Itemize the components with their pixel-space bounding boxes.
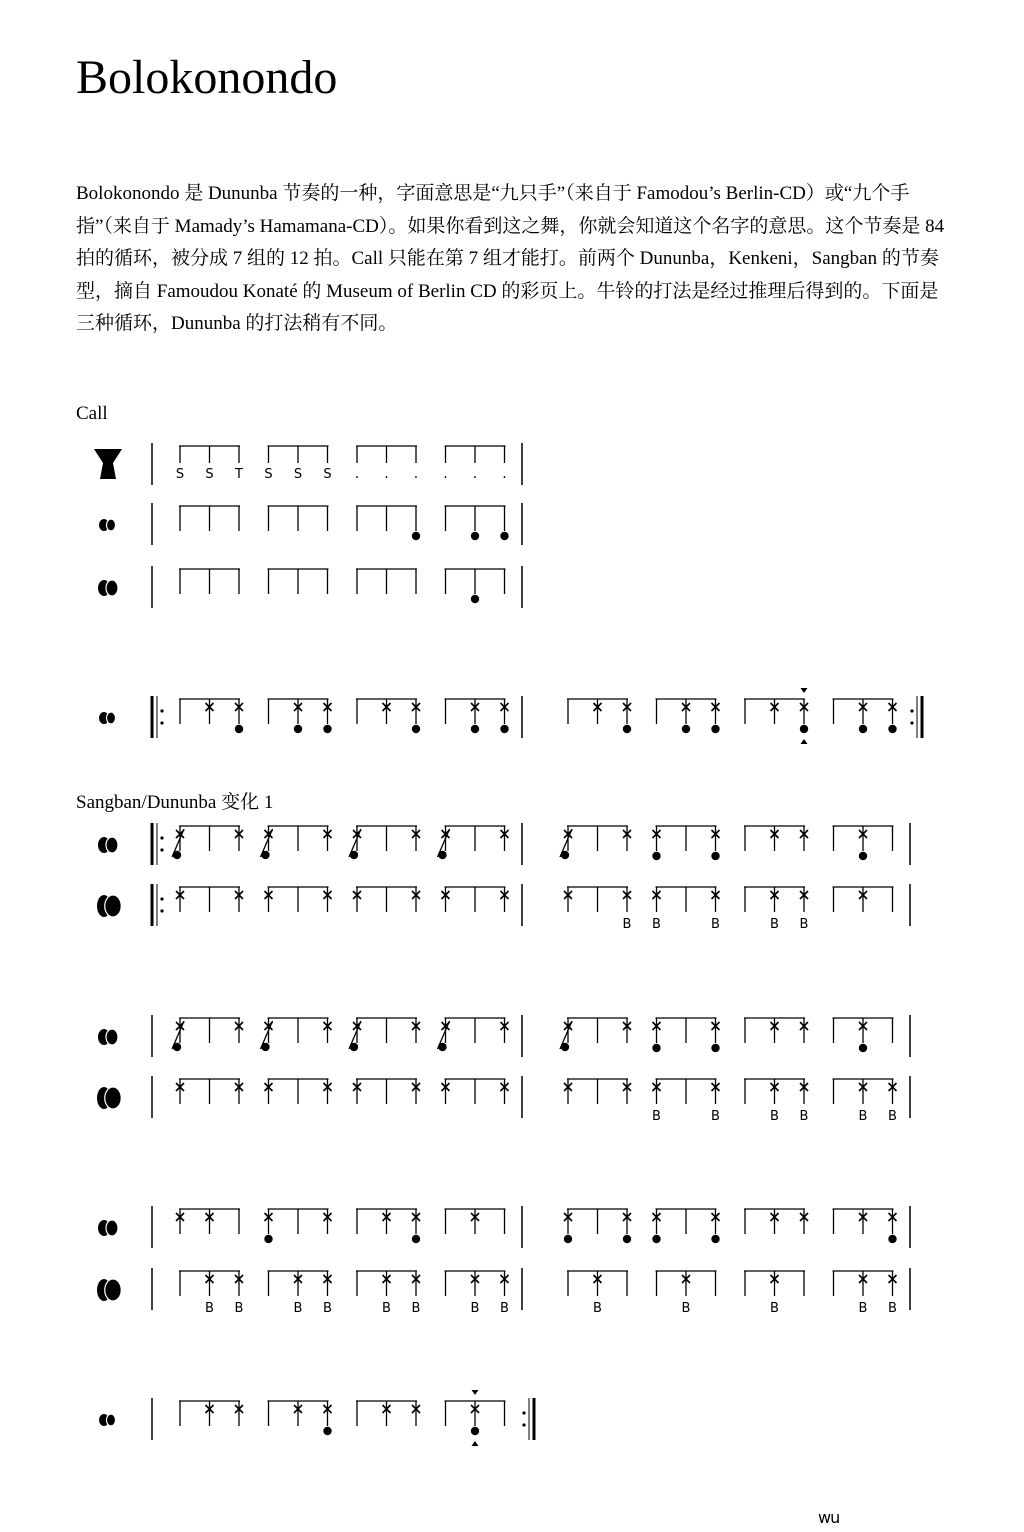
- kenkeni-drum-icon: [99, 712, 116, 724]
- stroke-letter: B: [858, 1109, 868, 1124]
- djembe-icon: [94, 449, 122, 479]
- stroke-letter: B: [888, 1109, 897, 1124]
- stroke-letter: .: [413, 466, 419, 482]
- notation-row-djembe: [94, 443, 522, 485]
- stroke-letter: B: [770, 1109, 779, 1124]
- stroke-letter: B: [888, 1301, 897, 1316]
- stroke-letter: B: [323, 1301, 332, 1316]
- kenkeni-drum-icon: [99, 519, 116, 531]
- sangban-drum-icon: [98, 580, 118, 596]
- dununba-drum-icon: [97, 1279, 121, 1301]
- notation-row-dununba: [97, 1076, 910, 1124]
- notation-row-kenkeni: [99, 688, 922, 744]
- closed-stroke: [652, 1235, 660, 1243]
- stroke-letter: B: [770, 917, 779, 932]
- stroke-letter: .: [354, 466, 360, 482]
- stroke-letter: S: [205, 467, 214, 482]
- closed-stroke: [888, 725, 896, 733]
- stroke-letter: B: [382, 1301, 391, 1316]
- closed-stroke: [561, 851, 569, 859]
- stroke-letter: B: [293, 1301, 303, 1316]
- closed-stroke: [173, 851, 181, 859]
- closed-stroke: [412, 1235, 420, 1243]
- closed-stroke: [261, 851, 269, 859]
- closed-stroke: [471, 1427, 479, 1435]
- notation-row-kenkeni: [99, 503, 522, 545]
- accent-mark: [472, 1441, 479, 1446]
- closed-stroke: [261, 1043, 269, 1051]
- closed-stroke: [323, 1427, 331, 1435]
- closed-stroke: [682, 725, 690, 733]
- kenkeni-drum-icon: [99, 1414, 116, 1426]
- stroke-letter: B: [711, 917, 720, 932]
- stroke-letter: B: [652, 1109, 661, 1124]
- stroke-letter: .: [384, 466, 389, 482]
- stroke-letter: .: [443, 466, 448, 482]
- notation-row-sangban: [98, 1206, 910, 1248]
- notation-row-kenkeni: [99, 1390, 534, 1446]
- closed-stroke: [235, 725, 243, 733]
- sangban-drum-icon: [98, 1029, 118, 1045]
- closed-stroke: [471, 725, 479, 733]
- closed-stroke: [623, 725, 631, 733]
- sangban-drum-icon: [98, 1220, 118, 1236]
- notation-row-sangban: [98, 566, 522, 608]
- notation-row-sangban: [98, 823, 910, 865]
- closed-stroke: [350, 1043, 358, 1051]
- page-footer-mark: wu: [818, 1508, 840, 1527]
- notation-row-dununba: [97, 1268, 910, 1316]
- accent-mark: [801, 739, 808, 744]
- closed-stroke: [859, 1044, 867, 1052]
- closed-stroke: [412, 532, 420, 540]
- stroke-letter: B: [470, 1301, 480, 1316]
- stroke-letter: .: [502, 466, 507, 482]
- intro-paragraph: Bolokonondo 是 Dununba 节奏的一种，字面意思是“九只手”（来自于 Famodou’s Berlin-CD）或“九个手指”（来自于 Mamady’s Hamamana-CD）。如果你看到这之舞，你就会知道这个名字的意思。这个节奏是 84 拍的循环，被分成 7 组的 12 拍。Call 只能在第 7 组才能打。前两个 Dununba，Kenkeni，Sangban 的节奏型，摘自 Famoudou Konaté 的 Museum of Berlin CD 的彩页上。牛铃的打法是经过推理后得到的。下面是三种循环，Dununba 的打法稍有不同。: [76, 183, 945, 334]
- closed-stroke: [800, 725, 808, 733]
- stroke-letter: B: [234, 1301, 244, 1316]
- closed-stroke: [438, 851, 446, 859]
- notation-row-dununba: [97, 884, 910, 932]
- stroke-letter: B: [770, 1301, 779, 1316]
- stroke-letter: B: [500, 1301, 509, 1316]
- closed-stroke: [711, 852, 719, 860]
- closed-stroke: [471, 532, 479, 540]
- closed-stroke: [561, 1043, 569, 1051]
- stroke-letter: B: [205, 1301, 214, 1316]
- closed-stroke: [294, 725, 302, 733]
- closed-stroke: [652, 1044, 660, 1052]
- notation-row-sangban: [98, 1015, 910, 1057]
- stroke-letter: B: [799, 1109, 809, 1124]
- stroke-letter: B: [411, 1301, 421, 1316]
- closed-stroke: [711, 1235, 719, 1243]
- dununba-drum-icon: [97, 1087, 121, 1109]
- stroke-letter: S: [293, 467, 303, 482]
- page-title: Bolokonondo: [76, 51, 338, 104]
- closed-stroke: [173, 1043, 181, 1051]
- stroke-letter: B: [593, 1301, 602, 1316]
- closed-stroke: [500, 725, 508, 733]
- stroke-letter: B: [622, 917, 632, 932]
- sangban-drum-icon: [98, 837, 118, 853]
- stroke-letter: S: [264, 467, 273, 482]
- closed-stroke: [564, 1235, 572, 1243]
- closed-stroke: [859, 725, 867, 733]
- section-label-variation-1: Sangban/Dununba 变化 1: [76, 792, 274, 813]
- closed-stroke: [652, 852, 660, 860]
- stroke-letter: B: [652, 917, 661, 932]
- accent-mark: [472, 1390, 479, 1395]
- closed-stroke: [471, 595, 479, 603]
- section-label-call: Call: [76, 403, 108, 424]
- closed-stroke: [711, 1044, 719, 1052]
- stroke-letter: B: [799, 917, 809, 932]
- closed-stroke: [412, 725, 420, 733]
- closed-stroke: [323, 725, 331, 733]
- stroke-letter: S: [323, 467, 332, 482]
- stroke-letter: B: [681, 1301, 691, 1316]
- stroke-letter: B: [711, 1109, 720, 1124]
- closed-stroke: [711, 725, 719, 733]
- stroke-letter: .: [472, 466, 478, 482]
- dununba-drum-icon: [97, 895, 121, 917]
- closed-stroke: [350, 851, 358, 859]
- closed-stroke: [264, 1235, 272, 1243]
- closed-stroke: [500, 532, 508, 540]
- closed-stroke: [623, 1235, 631, 1243]
- closed-stroke: [438, 1043, 446, 1051]
- accent-mark: [801, 688, 808, 693]
- closed-stroke: [888, 1235, 896, 1243]
- stroke-letter: T: [235, 467, 243, 482]
- stroke-letter: B: [858, 1301, 868, 1316]
- closed-stroke: [859, 852, 867, 860]
- stroke-letter: S: [175, 467, 185, 482]
